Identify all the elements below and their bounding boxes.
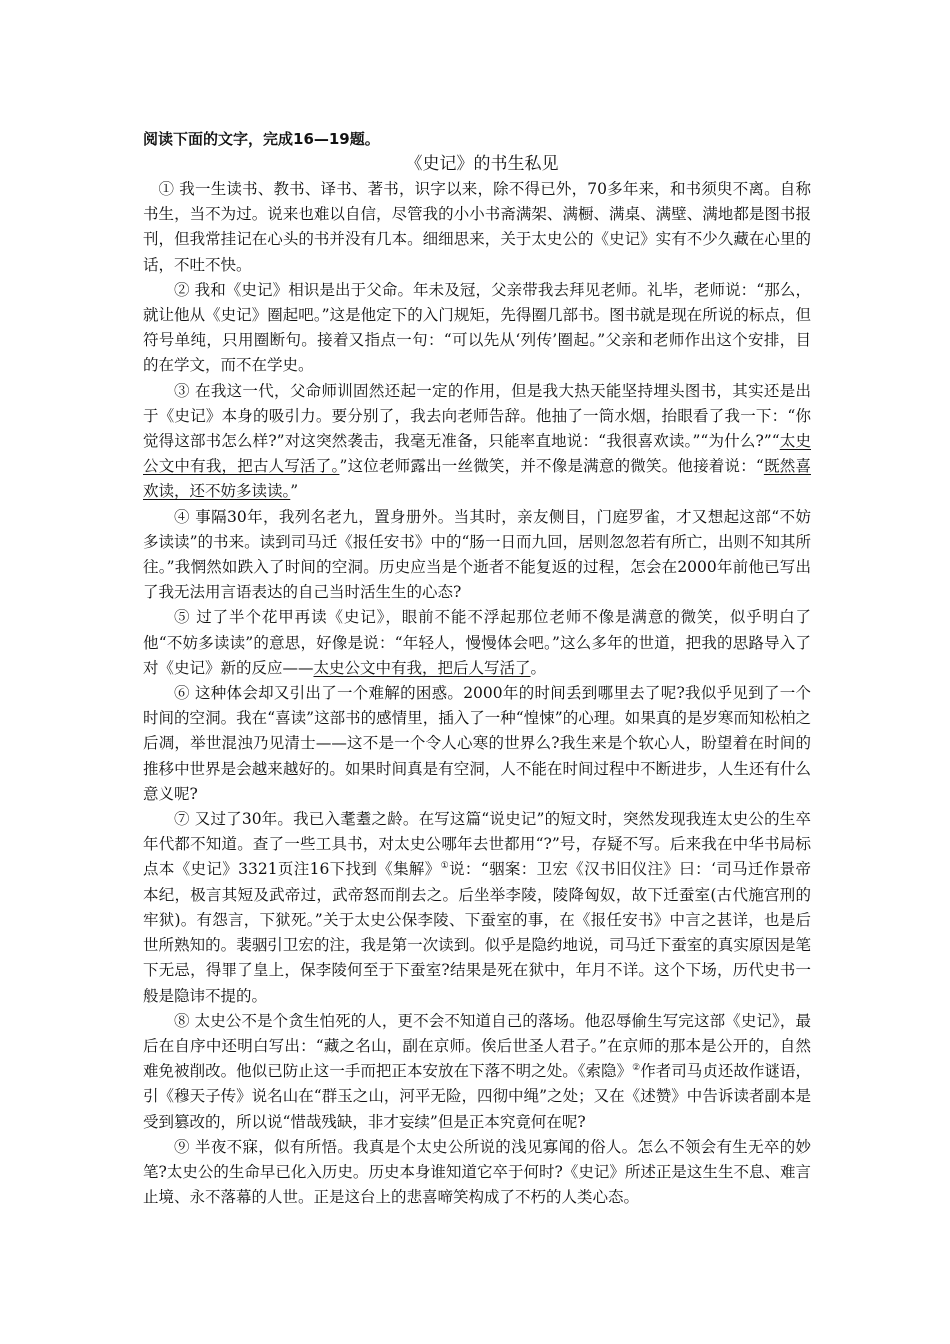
paragraph-5-text-a: ⑤ 过了半个花甲再读《史记》，眼前不能不浮起那位老师不像是满意的微笑，似乎明白了他“不妨多读读”的意思，好像是说：“年轻人，慢慢体会吧。”这么多年的世道，把我的思路导入了对《史记》新的反应—— (143, 608, 811, 677)
paragraph-7 (143, 807, 811, 1009)
underlined-sentence-3: 太史公文中有我，把后人写活了 (313, 658, 531, 677)
footnote-marker-2: ② (632, 1062, 641, 1073)
paragraph-3-text-a: ③ 在我这一代，父命师训固然还起一定的作用，但是我大热天能坚持埋头图书，其实还是出于《史记》本身的吸引力。要分别了，我去向老师告辞。他抽了一筒水烟，抬眼看了我一下：“你觉得这部书怎么样?”对这突然袭击，我毫无准备，只能率直地说：“我很喜欢读。”“为什么?”“ (143, 381, 811, 451)
article-title: 《史记》的书生私见 (405, 154, 559, 174)
paragraph-2: ② 我和《史记》相识是出于父命。年未及冠，父亲带我去拜见老师。礼毕，老师说：“那么，就让他从《史记》圈起吧。”这是他定下的入门规矩，先得圈几部书。图书就是现在所说的标点，但符号单纯，只用圈断句。接着又指点一句：“可以先从‘列传’圈起。”父亲和老师作出这个安排，目的在学文，而不在学史。 (143, 280, 811, 375)
underlined-sentence-2: 既然喜欢读，还不妨多读读。 (143, 457, 811, 501)
paragraph-7-text-b: 说：“骃案：卫宏《汉书旧仪注》曰：‘司马迁作景帝本纪，极言其短及武帝过，武帝怒而削去之。后坐举李陵，陵降匈奴，故下迁蚕室(古代施宫刑的牢狱)。有怨言，下狱死。”关于太史公保李陵、下蚕室的事，在《报任安书》中言之甚详，也是后世所熟知的。裴骃引卫宏的注，我是第一次读到。似乎是隐约地说，司马迁下蚕室的真实原因是笔下无忌，得罪了皇上，保李陵何至于下蚕室?结果是死在狱中，年月不详。这个下场，历代史书一般是隐讳不提的。 (143, 860, 811, 1005)
document-page (143, 127, 811, 1210)
paragraph-5-text-b: 。 (530, 658, 547, 677)
paragraph-4: ④ 事隔30年，我列名老九，置身册外。当其时，亲友侧目，门庭罗雀，才又想起这部“不妨多读读”的书来。读到司马迁《报任安书》中的“肠一日而九回，居则忽忽若有所亡，出则不知其所往。”我惘然如跌入了时间的空洞。历史应当是个逝者不能复返的过程，怎会在2000年前他已写出了我无法用言语表达的自己当时活生生的心态? (143, 507, 811, 602)
paragraph-3-text-b: ”这位老师露出一丝微笑，并不像是满意的微笑。他接着说：“ (339, 457, 764, 476)
paragraph-3-text-c: ” (290, 482, 299, 501)
underlined-sentence-1: 太史公文中有我，把古人写活了。 (143, 432, 811, 476)
paragraph-9: ⑨ 半夜不寐，似有所悟。我真是个太史公所说的浅见寡闻的俗人。怎么不领会有生无卒的妙笔?太史公的生命早已化入历史。历史本身谁知道它卒于何时?《史记》所述正是这生生不息、难言止境、永不落幕的人世。正是这台上的悲喜啼笑构成了不朽的人类心态。 (143, 1137, 811, 1207)
paragraph-7-text-a: ⑦ 又过了30年。我已入耄耋之龄。在写这篇“说史记”的短文时，突然发现我连太史公的生卒年代都不知道。查了一些工具书，对太史公哪年去世都用“?”号，存疑不写。后来我在中华书局标点本《史记》3321页注16下找到《集解》 (143, 810, 811, 879)
paragraph-8 (143, 1009, 811, 1135)
question-instruction: 阅读下面的文字，完成16—19题。 (143, 130, 380, 148)
paragraph-6: ⑥ 这种体会却又引出了一个难解的困惑。2000年的时间丢到哪里去了呢?我似乎见到了一个时间的空洞。我在“喜读”这部书的感情里，插入了一种“惶悚”的心理。如果真的是岁寒而知松柏之后凋，举世混浊乃见清士——这不是一个令人心寒的世界么?我生来是个软心人，盼望着在时间的推移中世界是会越来越好的。如果时间真是有空洞，人不能在时间过程中不断进步，人生还有什么意义呢? (143, 684, 811, 803)
paragraph-5 (143, 605, 811, 681)
paragraph-1: ① 我一生读书、教书、译书、著书，识字以来，除不得已外，70多年来，和书须臾不离。自称书生，当不为过。说来也难以自信，尽管我的小小书斋满架、满橱、满桌、满壁、满地都是图书报刊，但我常挂记在心头的书并没有几本。细细思来，关于太史公的《史记》实有不少久藏在心里的话，不吐不快。 (143, 180, 811, 274)
paragraph-8-text-b: 作者司马贞还故作谜语，引《穆天子传》说名山在“群玉之山，河平无险，四彻中绳”之处；又在《述赞》中告诉读者副本是受到篡改的，所以说“惜哉残缺，非才妄续”但是正本究竟何在呢? (143, 1062, 811, 1131)
footnote-marker-1: ① (440, 861, 450, 872)
paragraph-3 (143, 379, 811, 505)
paragraph-8-text-a: ⑧ 太史公不是个贪生怕死的人，更不会不知道自己的落场。他忍辱偷生写完这部《史记》，最后在自序中还明白写出：“藏之名山，副在京师。俟后世圣人君子。”在京师的那本是公开的，自然难免被削改。他似已防止这一手而把正本安放在下落不明之处。《索隐》 (143, 1011, 811, 1081)
